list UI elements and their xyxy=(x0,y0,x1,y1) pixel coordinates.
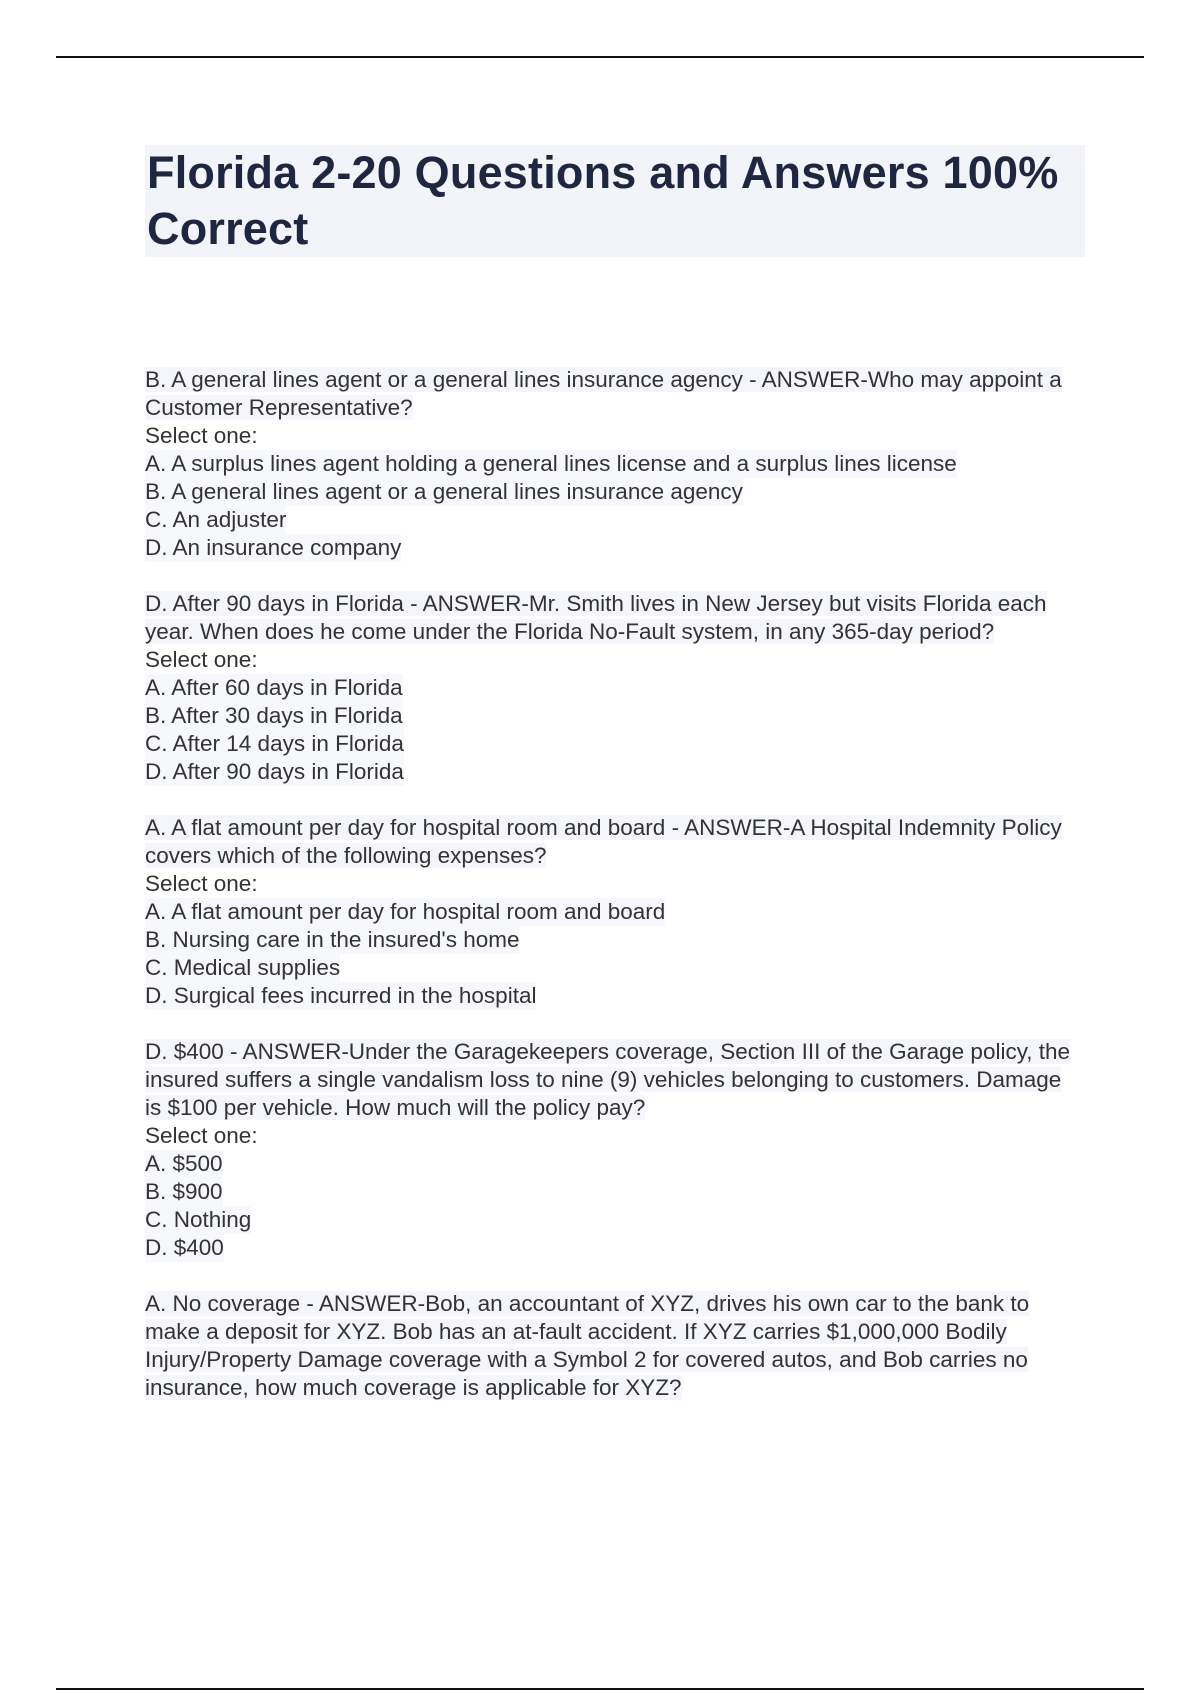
qa-text: A. No coverage - ANSWER-Bob, an accountant of XYZ, drives his own car to the bank to make a deposit for XYZ. Bob has an at-fault accident. If XYZ carries $1,000,000 Bodily Injury/Property Damage coverage with a Symbol 2 for covered autos, and Bob carries no insurance, how much coverage is applicable for XYZ? xyxy=(145,1291,1030,1400)
qa-list xyxy=(145,366,1075,1430)
top-rule xyxy=(56,56,1144,58)
option-c: C. Nothing xyxy=(145,1207,252,1232)
option-a: A. A surplus lines agent holding a general lines license and a surplus lines license xyxy=(145,451,957,476)
qa-item xyxy=(145,814,1075,1010)
qa-item xyxy=(145,1290,1075,1402)
option-b: B. Nursing care in the insured's home xyxy=(145,927,520,952)
qa-item xyxy=(145,1038,1075,1262)
option-b: B. After 30 days in Florida xyxy=(145,703,403,728)
option-d: D. Surgical fees incurred in the hospital xyxy=(145,983,537,1008)
option-d: D. An insurance company xyxy=(145,535,402,560)
qa-text: D. $400 - ANSWER-Under the Garagekeepers coverage, Section III of the Garage policy, the insured suffers a single vandalism loss to nine (9) vehicles belonging to customers. Damage is $100 per vehicle. How much will the policy pay? xyxy=(145,1039,1071,1120)
select-label: Select one: xyxy=(145,647,258,672)
option-d: D. After 90 days in Florida xyxy=(145,759,404,784)
qa-text: D. After 90 days in Florida - ANSWER-Mr. Smith lives in New Jersey but visits Florida each year. When does he come under the Florida No-Fault system, in any 365-day period? xyxy=(145,591,1047,644)
option-d: D. $400 xyxy=(145,1235,224,1260)
option-c: C. After 14 days in Florida xyxy=(145,731,404,756)
option-c: C. An adjuster xyxy=(145,507,287,532)
qa-item xyxy=(145,366,1075,562)
option-a: A. $500 xyxy=(145,1151,223,1176)
option-a: A. A flat amount per day for hospital room and board xyxy=(145,899,666,924)
select-label: Select one: xyxy=(145,1123,258,1148)
option-b: B. $900 xyxy=(145,1179,223,1204)
option-b: B. A general lines agent or a general lines insurance agency xyxy=(145,479,743,504)
option-c: C. Medical supplies xyxy=(145,955,341,980)
select-label: Select one: xyxy=(145,423,258,448)
bottom-rule xyxy=(56,1688,1144,1690)
qa-text: B. A general lines agent or a general lines insurance agency - ANSWER-Who may appoint a Customer Representative? xyxy=(145,367,1062,420)
qa-item xyxy=(145,590,1075,786)
page-title: Florida 2-20 Questions and Answers 100% Correct xyxy=(147,147,1059,254)
option-a: A. After 60 days in Florida xyxy=(145,675,403,700)
select-label: Select one: xyxy=(145,871,258,896)
qa-text: A. A flat amount per day for hospital room and board - ANSWER-A Hospital Indemnity Policy covers which of the following expenses? xyxy=(145,815,1062,868)
title-block xyxy=(145,145,1085,257)
